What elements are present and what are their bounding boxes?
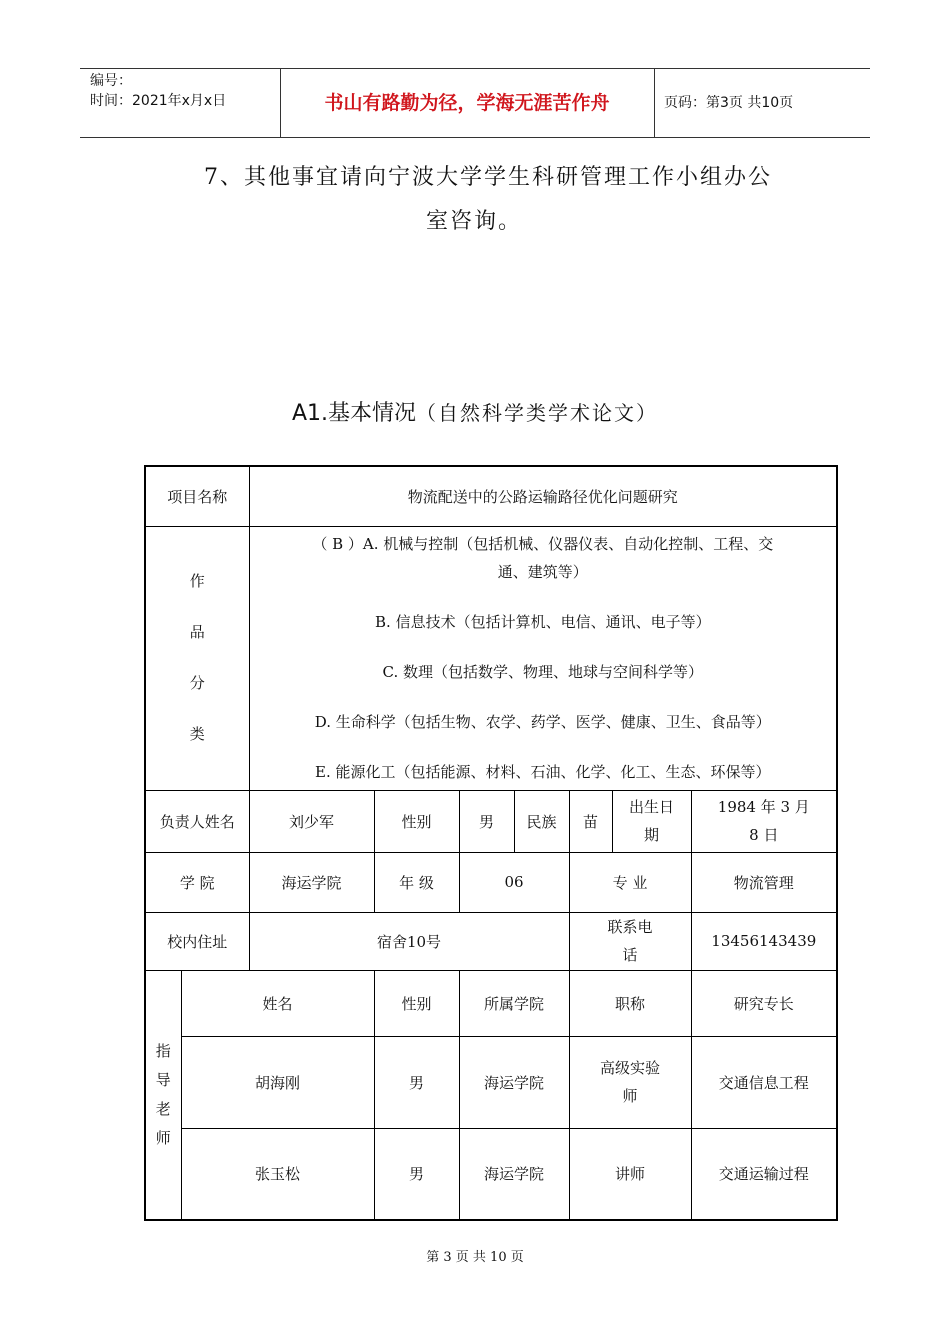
category-label [145, 526, 249, 790]
table-row [145, 526, 837, 790]
advisor-title [569, 1036, 691, 1128]
page-footer: 第 3 页 共 10 页 [426, 1250, 524, 1265]
birth-label-line: 期 [644, 826, 660, 844]
category-option-a-cont: 通、建筑等） [497, 563, 588, 581]
phone-label [569, 912, 691, 970]
advisor-specialty: 交通运输过程 [691, 1128, 837, 1220]
table-row [145, 970, 837, 1036]
birth-label [612, 790, 691, 852]
header-meta [90, 71, 280, 111]
advisor-header-title: 职称 [569, 970, 691, 1036]
section-title [0, 396, 950, 427]
category-label-char: 类 [189, 725, 205, 743]
major-label: 专 业 [569, 852, 691, 912]
ethnicity-value: 苗 [569, 790, 612, 852]
college-value: 海运学院 [249, 852, 374, 912]
advisor-label-char: 指 [155, 1041, 171, 1060]
table-row [145, 1128, 837, 1220]
phone-label-line: 联系电 [607, 918, 653, 936]
advisor-label [145, 970, 181, 1220]
address-label: 校内住址 [145, 912, 249, 970]
advisor-gender: 男 [374, 1036, 459, 1128]
birth-value [691, 790, 837, 852]
category-option-c: C. 数理（包括数学、物理、地球与空间科学等） [382, 663, 704, 681]
advisor-college: 海运学院 [459, 1036, 569, 1128]
table-row [145, 466, 837, 526]
category-option-a: （ B ）A. 机械与控制（包括机械、仪器仪表、自动化控制、工程、交 [312, 535, 774, 553]
advisor-name: 胡海刚 [181, 1036, 374, 1128]
advisor-name: 张玉松 [181, 1128, 374, 1220]
category-label-char: 品 [189, 623, 205, 641]
project-name-value: 物流配送中的公路运输路径优化问题研究 [249, 466, 837, 526]
header-motto: 书山有路勤为径，学海无涯苦作舟 [324, 92, 610, 114]
number-label: 编号： [90, 73, 132, 89]
address-value: 宿舍10号 [249, 912, 569, 970]
page-header [80, 68, 870, 138]
advisor-header-name: 姓名 [181, 970, 374, 1036]
section-title-sub: （自然科学类学术论文） [416, 401, 659, 425]
major-value: 物流管理 [691, 852, 837, 912]
advisor-header-gender: 性别 [374, 970, 459, 1036]
leader-name-label: 负责人姓名 [145, 790, 249, 852]
advisor-gender: 男 [374, 1128, 459, 1220]
college-label: 学 院 [145, 852, 249, 912]
advisor-title: 讲师 [569, 1128, 691, 1220]
advisor-title-line: 师 [622, 1087, 638, 1105]
grade-value: 06 [459, 852, 569, 912]
category-label-char: 作 [189, 572, 205, 590]
header-divider [654, 69, 655, 137]
grade-label: 年 级 [374, 852, 459, 912]
table-row [145, 852, 837, 912]
header-divider [280, 69, 281, 137]
phone-label-line: 话 [622, 946, 638, 964]
category-options [249, 526, 837, 790]
birth-value-line: 8 日 [749, 826, 779, 844]
category-option-d: D. 生命科学（包括生物、农学、药学、医学、健康、卫生、食品等） [314, 713, 771, 731]
category-option-e: E. 能源化工（包括能源、材料、石油、化学、化工、生态、环保等） [315, 763, 771, 781]
category-label-char: 分 [189, 674, 205, 692]
time-label: 时间：2021年x月x日 [90, 93, 227, 109]
advisor-specialty: 交通信息工程 [691, 1036, 837, 1128]
phone-value: 13456143439 [691, 912, 837, 970]
advisor-title-line: 高级实验 [600, 1059, 661, 1077]
paragraph-line: 室咨询。 [426, 209, 523, 234]
advisor-header-college: 所属学院 [459, 970, 569, 1036]
section-title-main: A1.基本情况 [291, 401, 417, 426]
advisor-label-char: 导 [155, 1070, 171, 1089]
table-row [145, 790, 837, 852]
birth-label-line: 出生日 [629, 798, 675, 816]
table-row [145, 1036, 837, 1128]
gender-label: 性别 [374, 790, 459, 852]
advisor-header-specialty: 研究专长 [691, 970, 837, 1036]
leader-name-value: 刘少军 [249, 790, 374, 852]
header-page-info: 页码：第3页 共10页 [664, 95, 794, 111]
advisor-label-char: 老 [155, 1099, 171, 1118]
category-option-b: B. 信息技术（包括计算机、电信、通讯、电子等） [375, 613, 711, 631]
advisor-college: 海运学院 [459, 1128, 569, 1220]
project-name-label: 项目名称 [145, 466, 249, 526]
advisor-label-char: 师 [155, 1128, 171, 1147]
basic-info-table [144, 465, 838, 1221]
birth-value-line: 1984 年 3 月 [717, 798, 810, 816]
table-row [145, 912, 837, 970]
ethnicity-label: 民族 [514, 790, 569, 852]
paragraph-line: 7、其他事宜请向宁波大学学生科研管理工作小组办公 [204, 165, 772, 190]
gender-value: 男 [459, 790, 514, 852]
